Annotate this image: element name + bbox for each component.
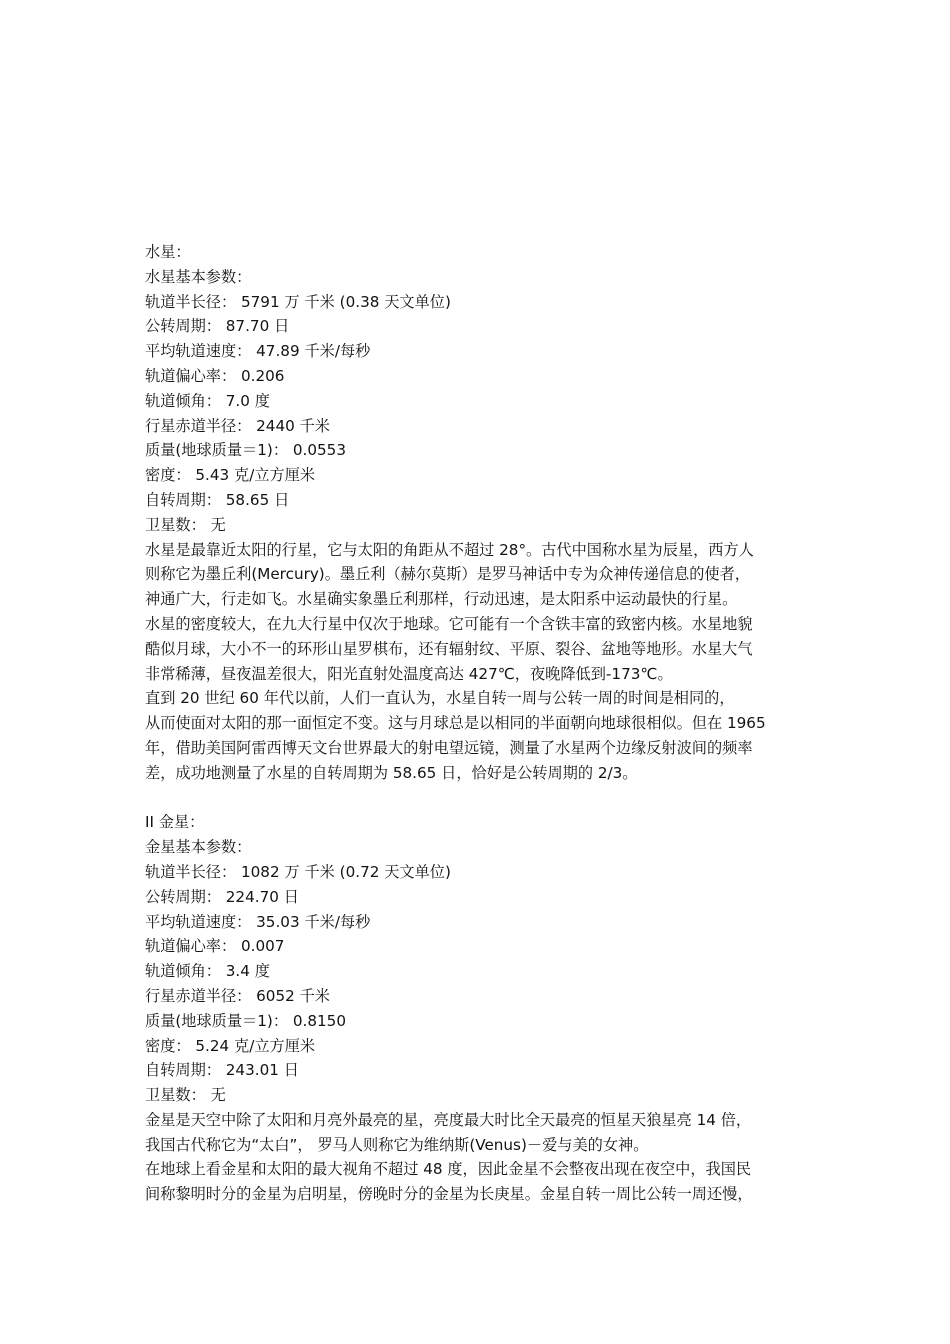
param-orbit-semi-major-axis: 轨道半长径： 1082 万 千米 (0.72 天文单位) (145, 862, 451, 881)
param-density: 密度： 5.24 克/立方厘米 (145, 1036, 316, 1055)
param-satellites: 卫星数： 无 (145, 515, 226, 534)
mercury-section (145, 240, 817, 786)
mercury-params-heading: 水星基本参数： (145, 267, 252, 286)
param-rotation-period: 自转周期： 58.65 日 (145, 490, 290, 509)
param-orbit-semi-major-axis: 轨道半长径： 5791 万 千米 (0.38 天文单位) (145, 292, 451, 311)
param-orbital-period: 公转周期： 87.70 日 (145, 317, 290, 336)
param-equatorial-radius: 行星赤道半径： 2440 千米 (145, 416, 330, 435)
param-orbital-velocity: 平均轨道速度： 35.03 千米/每秒 (145, 912, 371, 931)
paragraph-line: 神通广大，行走如飞。水星确实象墨丘利那样，行动迅速，是太阳系中运动最快的行星。 (145, 590, 738, 609)
paragraph-line: 水星是最靠近太阳的行星，它与太阳的角距从不超过 28°。古代中国称水星为辰星，西方人 (145, 540, 754, 559)
paragraph-line: 我国古代称它为“太白”， 罗马人则称它为维纳斯(Venus)－爱与美的女神。 (145, 1135, 649, 1154)
param-equatorial-radius: 行星赤道半径： 6052 千米 (145, 986, 330, 1005)
paragraph-line: 间称黎明时分的金星为启明星，傍晚时分的金星为长庚星。金星自转一周比公转一周还慢， (145, 1185, 753, 1204)
param-rotation-period: 自转周期： 243.01 日 (145, 1061, 299, 1080)
param-density: 密度： 5.43 克/立方厘米 (145, 466, 316, 485)
venus-params-heading: 金星基本参数： (145, 838, 252, 857)
param-orbital-period: 公转周期： 224.70 日 (145, 887, 299, 906)
param-inclination: 轨道倾角： 7.0 度 (145, 391, 270, 410)
param-eccentricity: 轨道偏心率： 0.206 (145, 366, 285, 385)
param-eccentricity: 轨道偏心率： 0.007 (145, 937, 285, 956)
param-satellites: 卫星数： 无 (145, 1086, 226, 1105)
paragraph-line: 直到 20 世纪 60 年代以前，人们一直认为，水星自转一周与公转一周的时间是相同的， (145, 689, 735, 708)
param-orbital-velocity: 平均轨道速度： 47.89 千米/每秒 (145, 342, 371, 361)
paragraph-line: 水星的密度较大，在九大行星中仅次于地球。它可能有一个含铁丰富的致密内核。水星地貌 (145, 614, 753, 633)
param-mass: 质量(地球质量＝1)： 0.8150 (145, 1011, 346, 1030)
paragraph-line: 酷似月球，大小不一的环形山星罗棋布，还有辐射纹、平原、裂谷、盆地等地形。水星大气 (145, 639, 753, 658)
document-page (145, 240, 817, 1207)
paragraph-line: 从而使面对太阳的那一面恒定不变。这与月球总是以相同的半面朝向地球很相似。但在 1965 (145, 714, 766, 733)
mercury-title: 水星： (145, 243, 191, 261)
paragraph-line: 年，借助美国阿雷西博天文台世界最大的射电望远镜，测量了水星两个边缘反射波间的频率 (145, 738, 753, 757)
paragraph-line: 在地球上看金星和太阳的最大视角不超过 48 度，因此金星不会整夜出现在夜空中，我国民 (145, 1160, 752, 1179)
param-inclination: 轨道倾角： 3.4 度 (145, 962, 270, 981)
param-mass: 质量(地球质量＝1)： 0.0553 (145, 441, 346, 460)
venus-title: II 金星： (145, 813, 205, 832)
paragraph-line: 非常稀薄，昼夜温差很大，阳光直射处温度高达 427℃，夜晚降低到-173℃。 (145, 664, 673, 683)
paragraph-line: 金星是天空中除了太阳和月亮外最亮的星，亮度最大时比全天最亮的恒星天狼星亮 14 倍， (145, 1110, 752, 1129)
paragraph-line: 则称它为墨丘利(Mercury)。墨丘利（赫尔莫斯）是罗马神话中专为众神传递信息的使者， (145, 565, 750, 584)
paragraph-line: 差，成功地测量了水星的自转周期为 58.65 日，恰好是公转周期的 2/3。 (145, 763, 638, 782)
venus-section (145, 810, 817, 1207)
section-spacer (145, 786, 817, 811)
